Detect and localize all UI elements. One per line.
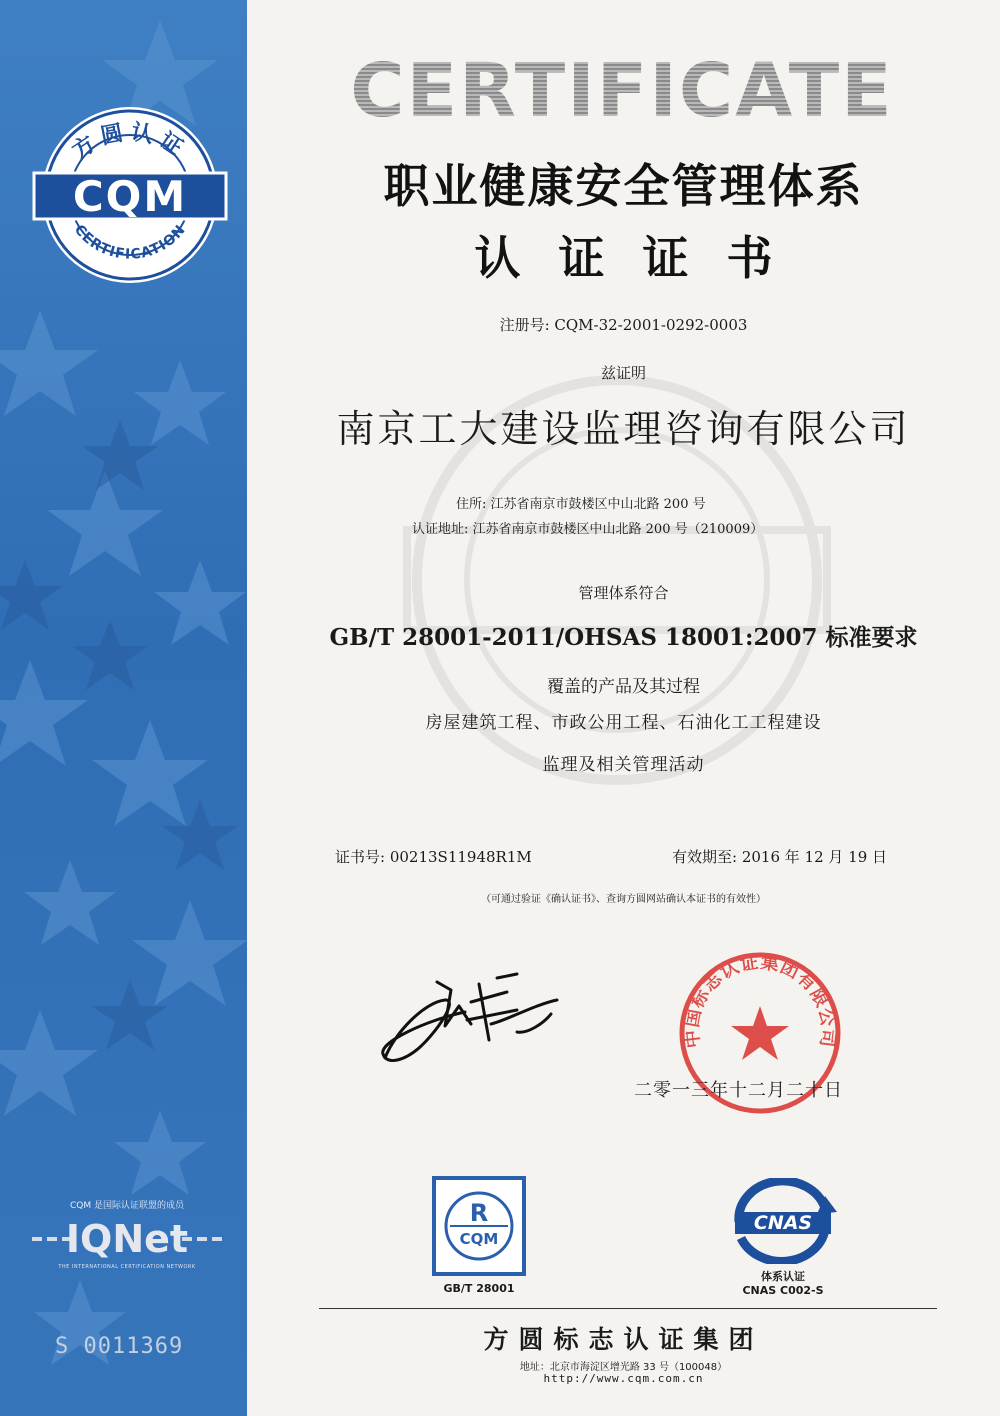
certificate-subtitle: 认证证书 bbox=[474, 231, 811, 285]
r-certification-mark bbox=[432, 1176, 526, 1276]
logo-mark-text: CQM bbox=[72, 172, 188, 221]
handwritten-signature bbox=[367, 962, 577, 1082]
iqnet-logo bbox=[32, 1214, 222, 1264]
iqnet-caption: CQM 是国际认证联盟的成员 bbox=[70, 1201, 184, 1211]
conform-text: 管理体系符合 bbox=[578, 584, 669, 602]
cnas-label-line1: 体系认证 bbox=[761, 1270, 805, 1283]
r-mark-letter: R bbox=[469, 1199, 489, 1227]
residence-label: 住所: bbox=[456, 497, 487, 512]
cnas-logo bbox=[725, 1178, 841, 1264]
r-mark-text: CQM bbox=[459, 1230, 499, 1248]
logo-arc-bottom: CERTIFICATION bbox=[70, 221, 190, 263]
residence-row bbox=[412, 492, 932, 517]
certificate-banner-text: CERTIFICATE bbox=[350, 52, 894, 124]
certificate-number-value: 00213S11948R1M bbox=[389, 848, 532, 866]
scope-line-1: 房屋建筑工程、市政公用工程、石油化工工程建设 bbox=[425, 713, 822, 733]
certificate-body bbox=[247, 0, 1000, 1416]
iqnet-logo-text: IQNet bbox=[65, 1217, 189, 1261]
serial-number: S 0011369 bbox=[55, 1334, 184, 1359]
issuer-website: http://www.cqm.com.cn bbox=[543, 1372, 704, 1385]
registration-value: CQM-32-2001-0292-0003 bbox=[554, 316, 748, 334]
validity-date bbox=[672, 846, 887, 867]
iqnet-block bbox=[22, 1198, 232, 1278]
iqnet-subcaption: THE INTERNATIONAL CERTIFICATION NETWORK bbox=[58, 1264, 196, 1270]
cnas-logo-text: CNAS bbox=[753, 1212, 813, 1234]
r-mark-label: GB/T 28001 bbox=[443, 1282, 515, 1295]
cert-address-label: 认证地址: bbox=[412, 522, 469, 537]
registration-number bbox=[307, 314, 940, 335]
standard-text: GB/T 28001-2011/OHSAS 18001:2007 标准要求 bbox=[329, 624, 918, 651]
scope-label: 覆盖的产品及其过程 bbox=[547, 677, 700, 697]
issuer-name: 方圆标志认证集团 bbox=[483, 1325, 764, 1354]
residence-value: 江苏省南京市鼓楼区中山北路 200 号 bbox=[490, 497, 706, 512]
issuer-address: 地址：北京市海淀区增光路 33 号（100048） bbox=[519, 1362, 728, 1373]
certificate-number-label: 证书号: bbox=[335, 848, 386, 866]
certificate-title: 职业健康安全管理体系 bbox=[383, 159, 864, 213]
cert-address-value: 江苏省南京市鼓楼区中山北路 200 号（210009） bbox=[472, 522, 764, 537]
certificate-number bbox=[335, 846, 532, 867]
registration-label: 注册号: bbox=[499, 316, 550, 334]
certify-text: 兹证明 bbox=[600, 364, 646, 382]
certificate-banner bbox=[342, 52, 902, 124]
address-block bbox=[412, 492, 932, 542]
side-band bbox=[0, 0, 247, 1416]
scope-line-2: 监理及相关管理活动 bbox=[542, 755, 705, 775]
cnas-label-line2: CNAS C002-S bbox=[742, 1284, 824, 1297]
logo-arc-top: 方圆认证 bbox=[68, 119, 192, 165]
cert-address-row bbox=[412, 517, 932, 542]
company-name: 南京工大建设监理咨询有限公司 bbox=[336, 407, 911, 451]
verification-note: （可通过验证《确认证书》、查询方圆网站确认本证书的有效性） bbox=[481, 894, 766, 905]
issue-date: 二零一三年十二月二十日 bbox=[634, 1080, 843, 1101]
seal-text: 中国标志认证集团有限公司 bbox=[681, 951, 839, 1050]
footer-divider bbox=[319, 1308, 937, 1309]
cqm-certification-logo bbox=[30, 95, 230, 285]
validity-label: 有效期至: bbox=[672, 848, 738, 866]
seal-star-icon bbox=[731, 1006, 789, 1060]
validity-value: 2016 年 12 月 19 日 bbox=[741, 848, 888, 866]
